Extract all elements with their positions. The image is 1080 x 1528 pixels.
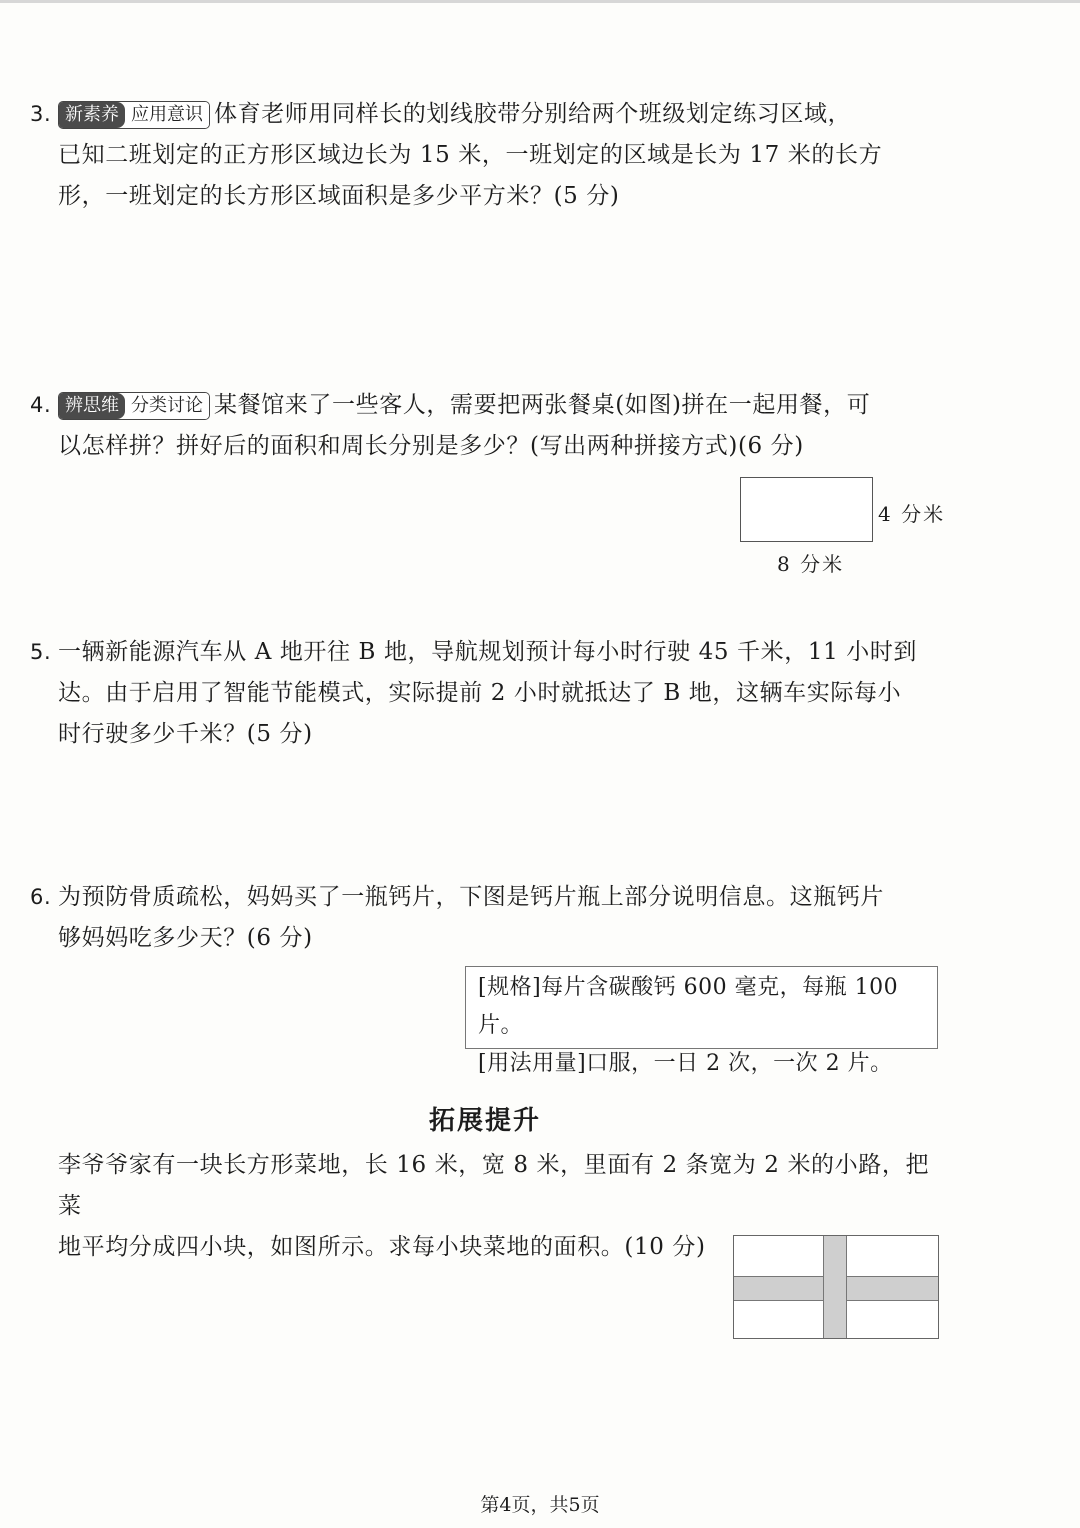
- question-3: [30, 94, 945, 217]
- question-text-line: 达。由于启用了智能节能模式，实际提前 2 小时就抵达了 B 地，这辆车实际每小: [58, 680, 902, 706]
- question-text-line: 体育老师用同样长的划线胶带分别给两个班级划定练习区域，: [214, 101, 852, 127]
- section-title: 拓展提升: [428, 1106, 541, 1136]
- question-text-line: 以怎样拼？拼好后的面积和周长分别是多少？(写出两种拼接方式)(6 分): [58, 433, 804, 459]
- question-5: [30, 632, 945, 755]
- vegetable-garden-figure: [733, 1235, 939, 1339]
- vertical-path: [823, 1236, 847, 1338]
- badge-topic: 应用意识: [125, 102, 209, 128]
- table-height-label: 4 分米: [878, 502, 946, 526]
- question-text-line: 时行驶多少千米？(5 分): [58, 721, 313, 747]
- table-width-label: 8 分米: [777, 552, 845, 576]
- label-spec-line: [规格]每片含碳酸钙 600 毫克，每瓶 100 片。: [478, 975, 899, 1038]
- badge-category: 新素养: [59, 102, 125, 128]
- label-dosage-line: [用法用量]口服，一日 2 次，一次 2 片。: [478, 1051, 893, 1076]
- question-text-line: 够妈妈吃多少天？(6 分): [58, 925, 313, 951]
- calcium-label-box: [465, 966, 938, 1076]
- question-text-line: 一辆新能源汽车从 A 地开往 B 地，导航规划预计每小时行驶 45 千米，11 小时到: [58, 639, 918, 665]
- badge-topic: 分类讨论: [125, 393, 209, 419]
- question-number: 3.: [30, 102, 52, 126]
- question-6: [30, 877, 945, 959]
- category-badge: [58, 101, 210, 129]
- question-text-line: 形，一班划定的长方形区域面积是多少平方米？(5 分): [58, 183, 620, 209]
- question-number: 4.: [30, 393, 52, 417]
- question-text-line: 李爷爷家有一块长方形菜地，长 16 米，宽 8 米，里面有 2 条宽为 2 米的小路，把菜: [58, 1152, 930, 1219]
- question-number: 5.: [30, 640, 52, 664]
- badge-category: 辨思维: [59, 393, 125, 419]
- question-text-line: 为预防骨质疏松，妈妈买了一瓶钙片，下图是钙片瓶上部分说明信息。这瓶钙片: [58, 884, 884, 910]
- question-text-line: 地平均分成四小块，如图所示。求每小块菜地的面积。(10 分): [58, 1234, 706, 1260]
- category-badge: [58, 392, 210, 420]
- question-text-line: 已知二班划定的正方形区域边长为 15 米，一班划定的区域是长为 17 米的长方: [58, 142, 883, 168]
- page-number: 第4页，共5页: [480, 1494, 600, 1516]
- table-rectangle-figure: [740, 477, 873, 542]
- question-text-line: 某餐馆来了一些客人，需要把两张餐桌(如图)拼在一起用餐，可: [214, 392, 871, 418]
- question-4: [30, 385, 945, 467]
- question-number: 6.: [30, 885, 52, 909]
- top-border: [0, 0, 1080, 3]
